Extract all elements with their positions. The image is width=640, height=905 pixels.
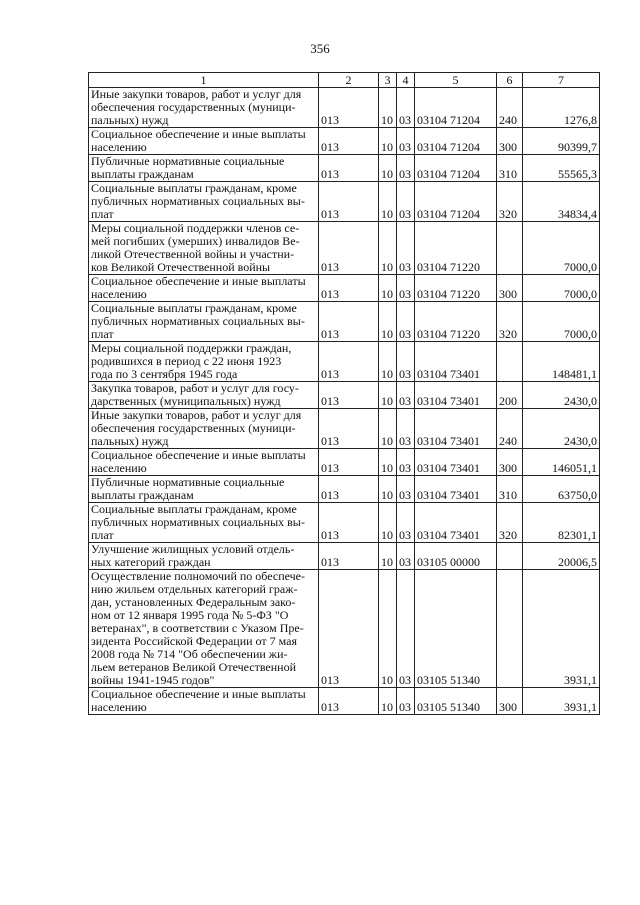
subsection-code: 03: [397, 155, 415, 182]
table-row: [89, 302, 600, 342]
section-code: 10: [379, 476, 397, 503]
target-article-code: 03104 71204: [415, 128, 497, 155]
amount-value: 34834,4: [523, 182, 600, 222]
amount-value: 148481,1: [523, 342, 600, 382]
admin-code: 013: [319, 449, 379, 476]
column-header: 2: [319, 73, 379, 88]
section-code: 10: [379, 503, 397, 543]
subsection-code: 03: [397, 302, 415, 342]
admin-code: 013: [319, 88, 379, 128]
expense-type-code: [497, 222, 523, 275]
amount-value: 82301,1: [523, 503, 600, 543]
amount-value: 7000,0: [523, 275, 600, 302]
subsection-code: 03: [397, 688, 415, 715]
column-header: 6: [497, 73, 523, 88]
table-row: [89, 688, 600, 715]
table-row: [89, 503, 600, 543]
table-row: [89, 570, 600, 688]
subsection-code: 03: [397, 342, 415, 382]
header-row: [89, 73, 600, 88]
target-article-code: 03105 51340: [415, 570, 497, 688]
section-code: 10: [379, 688, 397, 715]
subsection-code: 03: [397, 543, 415, 570]
row-description: Закупка товаров, работ и услуг для госу- дарственных (муниципальных) нужд: [89, 382, 319, 409]
page-number: 356: [310, 41, 330, 56]
table-row: [89, 128, 600, 155]
row-description: Социальные выплаты гражданам, кроме публичных нормативных социальных вы- плат: [89, 182, 319, 222]
row-description: Социальное обеспечение и иные выплаты населению: [89, 128, 319, 155]
expense-type-code: 240: [497, 409, 523, 449]
subsection-code: 03: [397, 570, 415, 688]
table-row: [89, 382, 600, 409]
target-article-code: 03104 71220: [415, 275, 497, 302]
row-description: Социальные выплаты гражданам, кроме публичных нормативных социальных вы- плат: [89, 503, 319, 543]
target-article-code: 03104 71204: [415, 155, 497, 182]
row-description: Иные закупки товаров, работ и услуг для обеспечения государственных (муници- пальных) нужд: [89, 409, 319, 449]
admin-code: 013: [319, 409, 379, 449]
row-description: Меры социальной поддержки граждан, родившихся в период с 22 июня 1923 года по 3 сентября 1945 года: [89, 342, 319, 382]
target-article-code: 03104 73401: [415, 503, 497, 543]
subsection-code: 03: [397, 88, 415, 128]
amount-value: 3931,1: [523, 570, 600, 688]
expense-type-code: 310: [497, 476, 523, 503]
amount-value: 63750,0: [523, 476, 600, 503]
amount-value: 2430,0: [523, 382, 600, 409]
section-code: 10: [379, 182, 397, 222]
section-code: 10: [379, 342, 397, 382]
admin-code: 013: [319, 302, 379, 342]
table-row: [89, 275, 600, 302]
table-row: [89, 88, 600, 128]
section-code: 10: [379, 222, 397, 275]
section-code: 10: [379, 275, 397, 302]
expense-type-code: 240: [497, 88, 523, 128]
column-header: 1: [89, 73, 319, 88]
expense-type-code: 200: [497, 382, 523, 409]
target-article-code: 03104 73401: [415, 476, 497, 503]
expense-type-code: [497, 570, 523, 688]
section-code: 10: [379, 302, 397, 342]
expense-type-code: 320: [497, 182, 523, 222]
section-code: 10: [379, 543, 397, 570]
admin-code: 013: [319, 503, 379, 543]
amount-value: 1276,8: [523, 88, 600, 128]
subsection-code: 03: [397, 182, 415, 222]
subsection-code: 03: [397, 449, 415, 476]
subsection-code: 03: [397, 476, 415, 503]
admin-code: 013: [319, 688, 379, 715]
row-description: Социальное обеспечение и иные выплаты населению: [89, 449, 319, 476]
section-code: 10: [379, 128, 397, 155]
row-description: Публичные нормативные социальные выплаты гражданам: [89, 476, 319, 503]
table-row: [89, 409, 600, 449]
expense-type-code: 310: [497, 155, 523, 182]
expense-type-code: [497, 342, 523, 382]
row-description: Иные закупки товаров, работ и услуг для обеспечения государственных (муници- пальных) нужд: [89, 88, 319, 128]
table-row: [89, 342, 600, 382]
admin-code: 013: [319, 543, 379, 570]
expense-type-code: 300: [497, 275, 523, 302]
amount-value: 2430,0: [523, 409, 600, 449]
admin-code: 013: [319, 128, 379, 155]
expense-type-code: [497, 543, 523, 570]
row-description: Социальные выплаты гражданам, кроме публичных нормативных социальных вы- плат: [89, 302, 319, 342]
table-row: [89, 155, 600, 182]
target-article-code: 03105 00000: [415, 543, 497, 570]
section-code: 10: [379, 409, 397, 449]
target-article-code: 03104 73401: [415, 409, 497, 449]
admin-code: 013: [319, 182, 379, 222]
table-row: [89, 182, 600, 222]
admin-code: 013: [319, 382, 379, 409]
column-header: 7: [523, 73, 600, 88]
section-code: 10: [379, 382, 397, 409]
expense-type-code: 320: [497, 503, 523, 543]
expense-type-code: 300: [497, 449, 523, 476]
admin-code: 013: [319, 222, 379, 275]
section-code: 10: [379, 155, 397, 182]
admin-code: 013: [319, 275, 379, 302]
row-description: Социальное обеспечение и иные выплаты населению: [89, 688, 319, 715]
admin-code: 013: [319, 155, 379, 182]
expense-type-code: 320: [497, 302, 523, 342]
admin-code: 013: [319, 342, 379, 382]
row-description: Публичные нормативные социальные выплаты гражданам: [89, 155, 319, 182]
target-article-code: 03104 71220: [415, 302, 497, 342]
subsection-code: 03: [397, 222, 415, 275]
section-code: 10: [379, 88, 397, 128]
admin-code: 013: [319, 570, 379, 688]
column-header: 5: [415, 73, 497, 88]
target-article-code: 03104 71220: [415, 222, 497, 275]
subsection-code: 03: [397, 382, 415, 409]
expense-type-code: 300: [497, 128, 523, 155]
row-description: Осуществление полномочий по обеспече- нию жильем отдельных категорий граж- дан, установленных Федеральным зако- ном от 12 января 1995 года № 5-ФЗ "О ветеранах", в соответствии с Указом Пре- зидента Российской Федерации от 7 мая 2008 года № 714 "Об обеспечении жи- льем ветеранов Великой Отечественной войны 1941-1945 годов": [89, 570, 319, 688]
table-row: [89, 543, 600, 570]
target-article-code: 03104 73401: [415, 382, 497, 409]
amount-value: 7000,0: [523, 302, 600, 342]
amount-value: 146051,1: [523, 449, 600, 476]
target-article-code: 03104 73401: [415, 342, 497, 382]
row-description: Улучшение жилищных условий отдель- ных категорий граждан: [89, 543, 319, 570]
expense-type-code: 300: [497, 688, 523, 715]
target-article-code: 03104 71204: [415, 182, 497, 222]
column-header: 3: [379, 73, 397, 88]
amount-value: 90399,7: [523, 128, 600, 155]
amount-value: 3931,1: [523, 688, 600, 715]
amount-value: 7000,0: [523, 222, 600, 275]
target-article-code: 03104 73401: [415, 449, 497, 476]
subsection-code: 03: [397, 503, 415, 543]
amount-value: 55565,3: [523, 155, 600, 182]
column-header: 4: [397, 73, 415, 88]
section-code: 10: [379, 570, 397, 688]
row-description: Меры социальной поддержки членов се- мей погибших (умерших) инвалидов Ве- ликой Отечественной войны и участни- ков Великой Отечественной войны: [89, 222, 319, 275]
subsection-code: 03: [397, 409, 415, 449]
table-row: [89, 476, 600, 503]
table-row: [89, 449, 600, 476]
budget-table: [88, 72, 600, 715]
section-code: 10: [379, 449, 397, 476]
target-article-code: 03104 71204: [415, 88, 497, 128]
subsection-code: 03: [397, 128, 415, 155]
target-article-code: 03105 51340: [415, 688, 497, 715]
row-description: Социальное обеспечение и иные выплаты населению: [89, 275, 319, 302]
admin-code: 013: [319, 476, 379, 503]
amount-value: 20006,5: [523, 543, 600, 570]
subsection-code: 03: [397, 275, 415, 302]
table-row: [89, 222, 600, 275]
